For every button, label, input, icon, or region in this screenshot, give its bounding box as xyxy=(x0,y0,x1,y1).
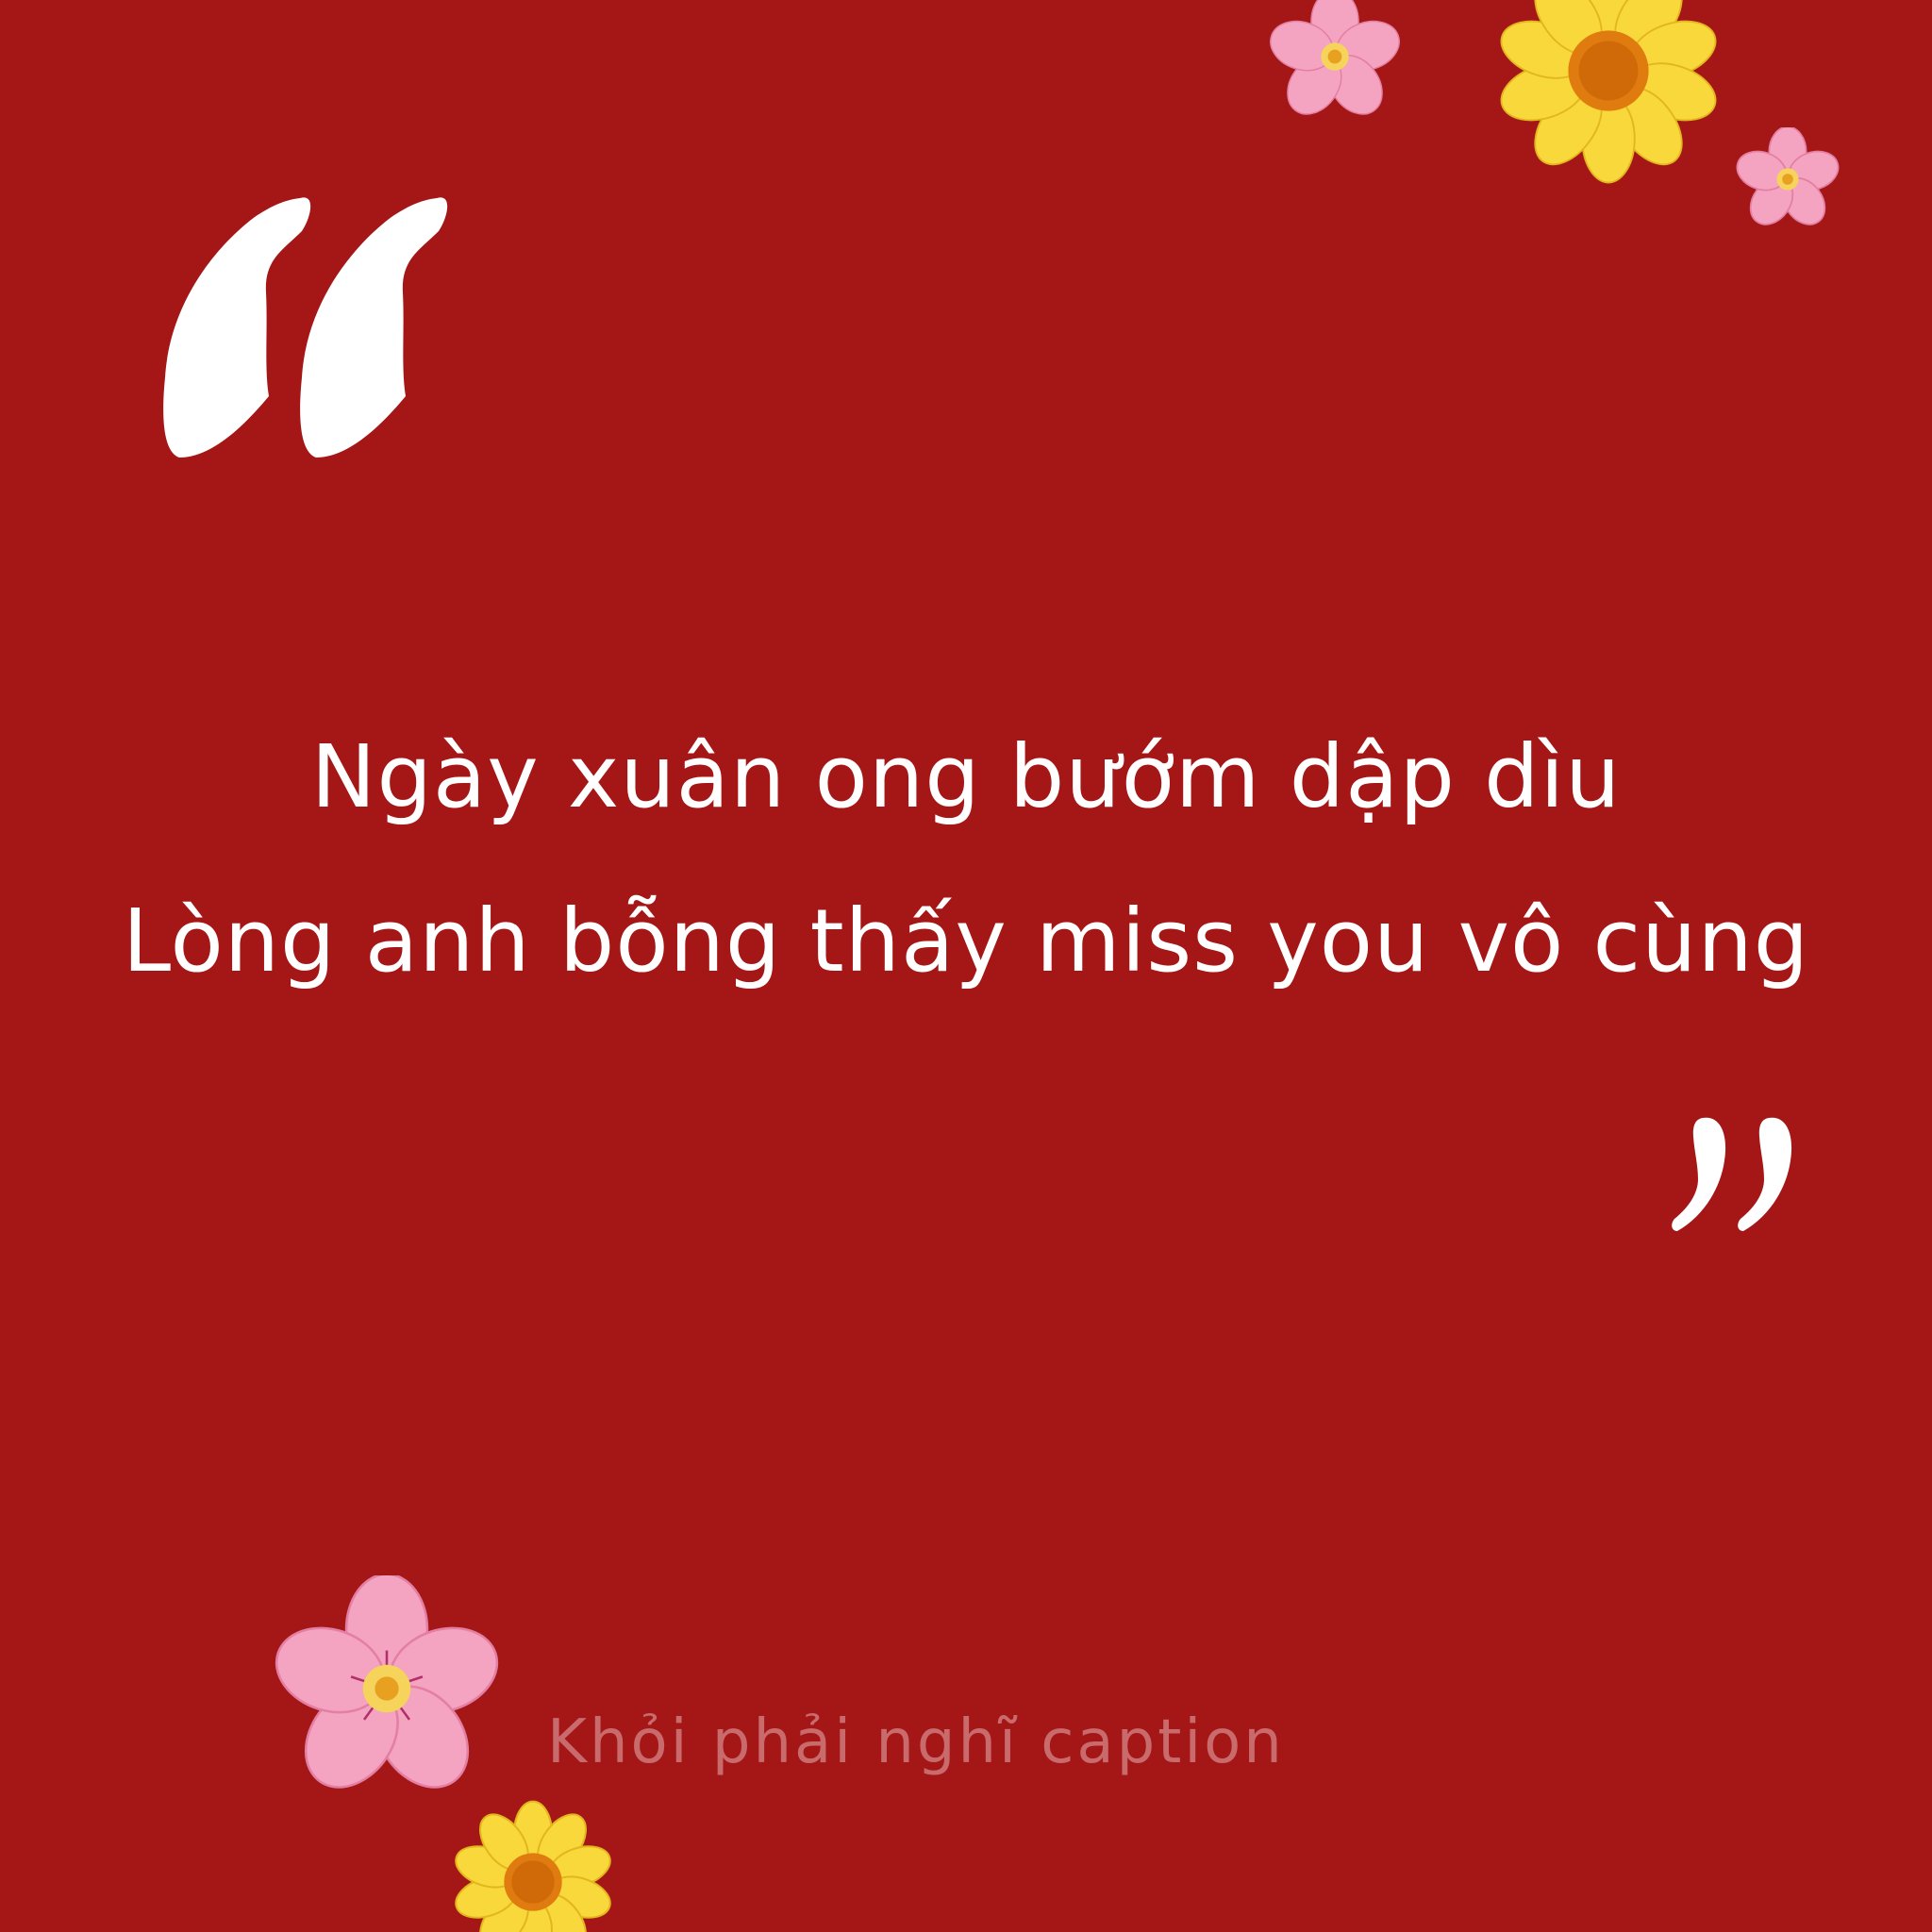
sunflower-icon xyxy=(448,1797,618,1932)
cherry-blossom-icon xyxy=(1245,0,1424,123)
sunflower-icon xyxy=(1481,0,1736,189)
caption-tag: Khỏi phải nghĩ caption xyxy=(547,1707,1285,1777)
quote-line-1: Ngày xuân ong bướm dập dìu xyxy=(310,726,1622,827)
quote-line-2: Lòng anh bỗng thấy miss you vô cùng xyxy=(122,891,1810,991)
cherry-blossom-icon xyxy=(1736,127,1840,231)
close-quote-icon xyxy=(1670,1113,1811,1245)
open-quote-icon xyxy=(160,189,462,472)
cherry-blossom-icon xyxy=(274,1575,500,1802)
